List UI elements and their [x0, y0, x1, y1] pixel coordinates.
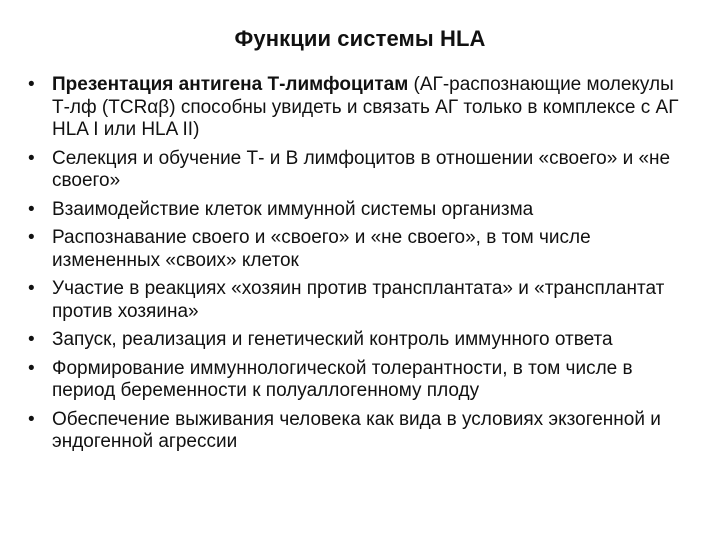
- item-text: Распознавание своего и «своего» и «не своего», в том числе измененных «своих» клеток: [52, 227, 591, 271]
- item-text: Обеспечение выживания человека как вида в условиях экзогенной и эндогенной агрессии: [52, 408, 661, 452]
- bullet-icon: •: [28, 147, 35, 169]
- bullet-icon: •: [28, 278, 35, 299]
- item-text: Участие в реакциях «хозяин против трансплантата» и «трансплантат против хозяина»: [52, 278, 665, 322]
- slide-title: Функции системы HLA: [234, 26, 486, 51]
- list-item: [26, 148, 686, 193]
- list-item: [26, 74, 686, 142]
- list-item: [26, 227, 686, 272]
- item-text: Запуск, реализация и генетический контроль иммунного ответа: [52, 329, 613, 350]
- item-text: (АГ-распознающие молекулы Т-лф (TCRαβ) способны увидеть и связать АГ только в комплексе с АГ HLA I или HLA II): [52, 74, 679, 140]
- bullet-list: [26, 74, 686, 460]
- bullet-icon: •: [28, 357, 35, 379]
- list-item: [26, 329, 686, 352]
- item-lead: Презентация антигена Т-лимфоцитам: [52, 74, 409, 95]
- bullet-icon: •: [28, 198, 35, 220]
- bullet-icon: •: [28, 74, 35, 95]
- list-item: [26, 409, 686, 454]
- list-item: [26, 199, 686, 222]
- item-text: Формирование иммуннологической толерантности, в том числе в период беременности к полуаллогенному плоду: [52, 357, 633, 401]
- list-item: [26, 278, 686, 323]
- list-item: [26, 358, 686, 403]
- bullet-icon: •: [28, 227, 35, 248]
- bullet-icon: •: [28, 329, 35, 350]
- bullet-icon: •: [28, 408, 35, 430]
- item-text: Селекция и обучение Т- и В лимфоцитов в отношении «своего» и «не своего»: [52, 147, 671, 191]
- item-text: Взаимодействие клеток иммунной системы организма: [52, 198, 534, 220]
